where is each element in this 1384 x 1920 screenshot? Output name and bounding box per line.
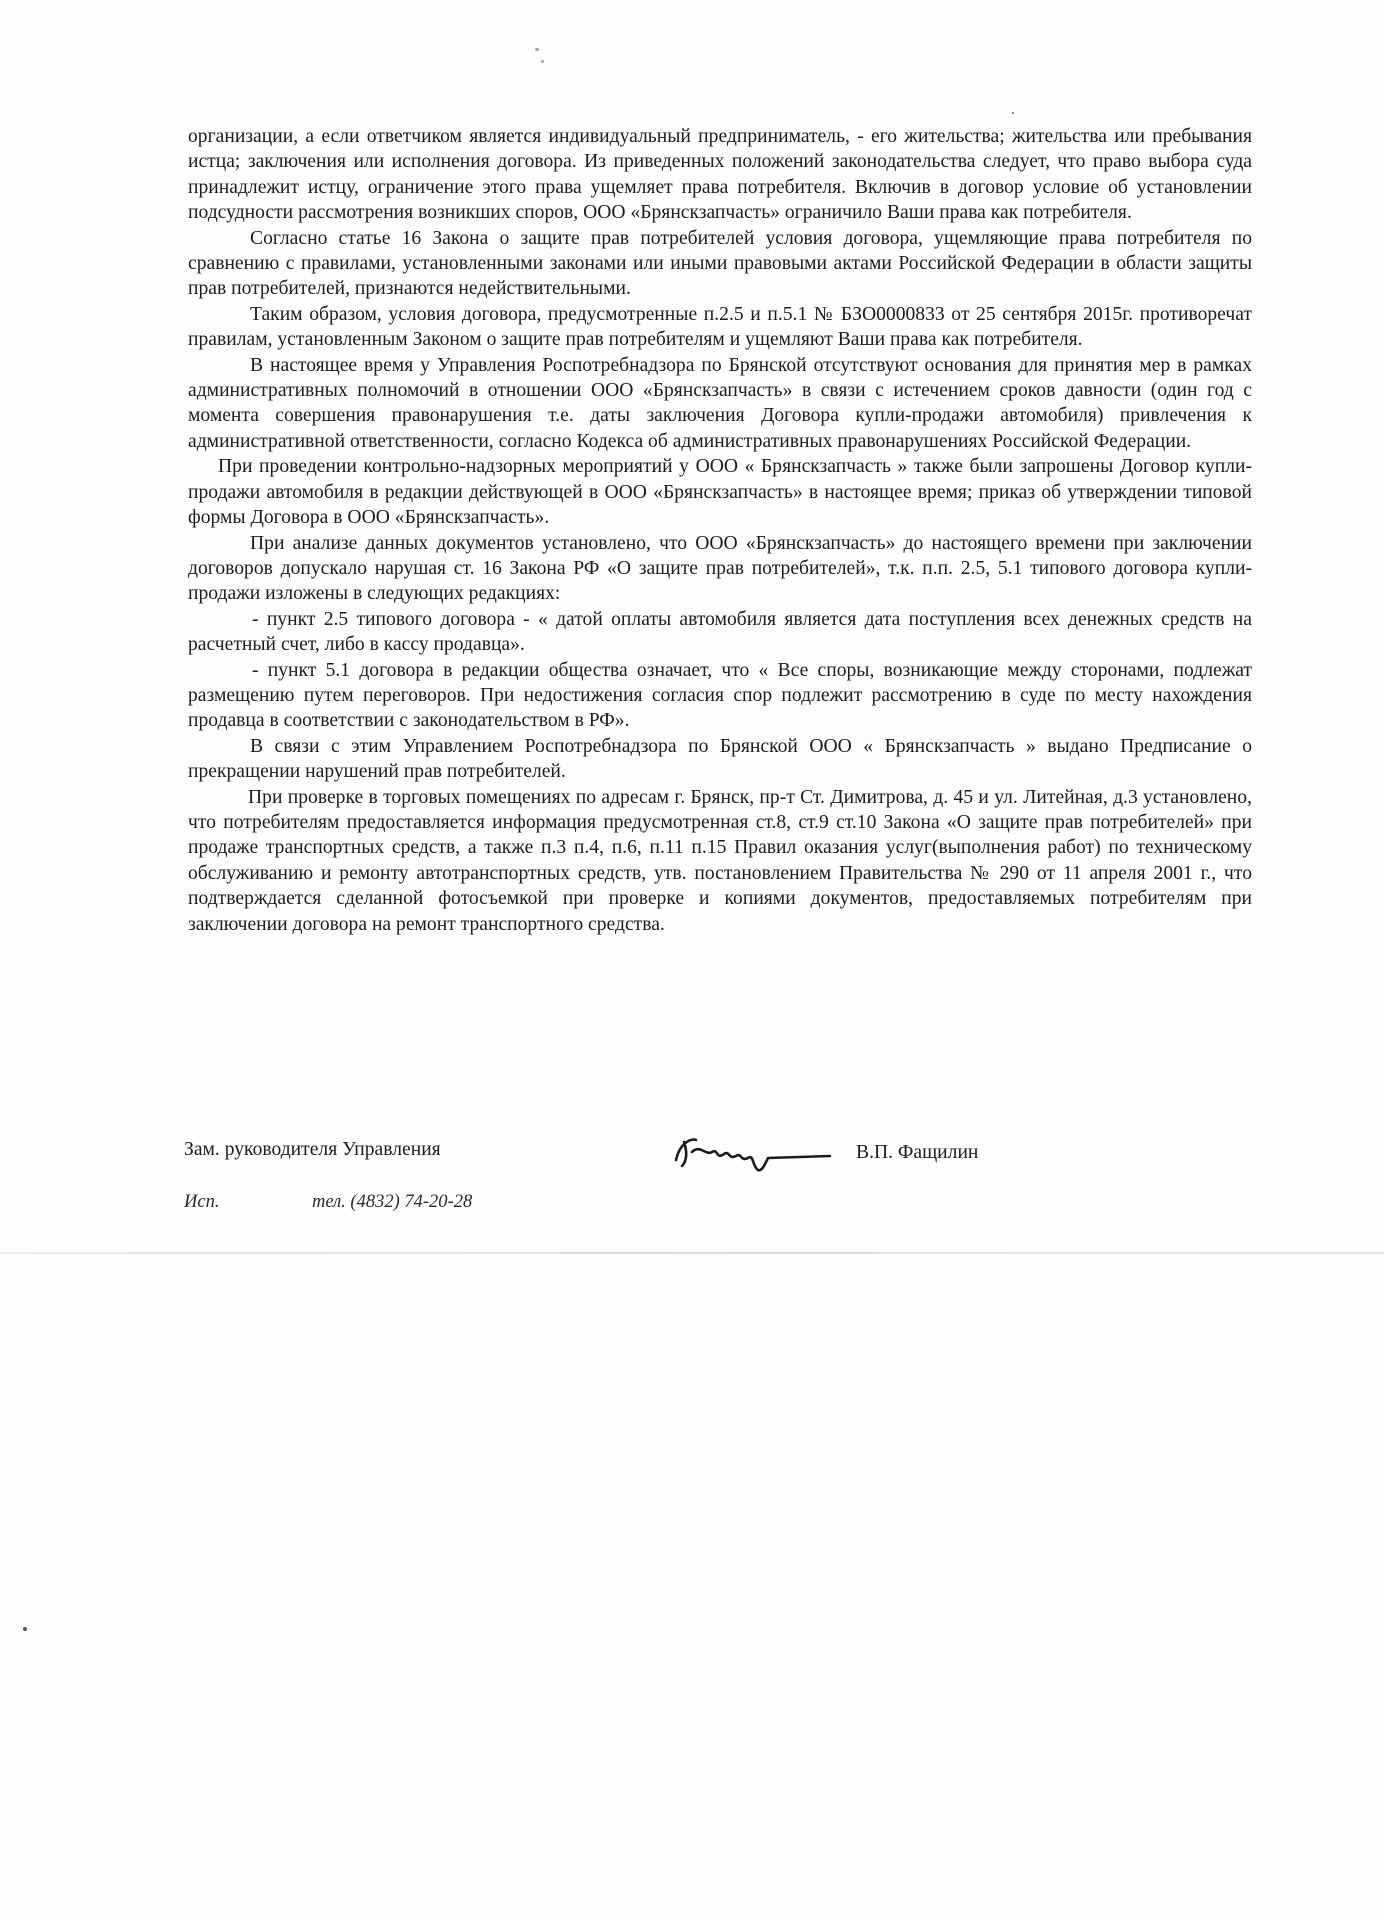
signer-position: Зам. руководителя Управления [184,1139,441,1160]
scan-speck [1012,112,1014,114]
signer-name: В.П. Фащилин [856,1142,979,1163]
paragraph: При проверке в торговых помещениях по адресам г. Брянск, пр-т Ст. Димитрова, д. 45 и ул. Литейная, д.3 установлено, что потребителям предоставляется информация предусмотренная ст.8, ст.9 ст.10 Закона «О защите прав потребителей» при продаже транспортных средств, а также п.3 п.4, п.6, п.11 п.15 Правил оказания услуг(выполнения работ) по техническому обслуживанию и ремонту автотранспортных средств, утв. постановлением Правительства № 290 от 11 апреля 2001 г., что подтверждается сделанной фотосъемкой при проверке и копиями документов, предоставляемых потребителям при заключении договора на ремонт транспортного средства. [188,786,1252,935]
list-item: - пункт 5.1 договора в редакции общества означает, что « Все споры, возникающие между сторонами, подлежат размещению путем переговоров. При недостижения согласия спор подлежит рассмотрению в суде по месту нахождения продавца в соответствии с законодательством в РФ». [188,659,1252,732]
scan-speck [535,48,539,51]
scan-speck [23,1627,27,1631]
paragraph: В связи с этим Управлением Роспотребнадзора по Брянской ООО « Брянскзапчасть » выдано Предписание о прекращении нарушений прав потребителей. [188,735,1252,783]
paragraph: При анализе данных документов установлено, что ООО «Брянскзапчасть» до настоящего времени при заключении договоров допускало нарушая ст. 16 Закона РФ «О защите прав потребителей», т.к. п.п. 2.5, 5.1 типового договора купли-продажи изложены в следующих редакциях: [188,532,1252,605]
paragraph: Таким образом, условия договора, предусмотренные п.2.5 и п.5.1 № БЗО0000833 от 25 сентября 2015г. противоречат правилам, установленным Законом о защите прав потребителям и ущемляют Ваши права как потребителя. [188,303,1252,351]
list-item: - пункт 2.5 типового договора - « датой оплаты автомобиля является дата поступления всех денежных средств на расчетный счет, либо в кассу продавца». [188,608,1252,656]
executor-label: Исп. [184,1192,220,1212]
paragraph: Согласно статье 16 Закона о защите прав потребителей условия договора, ущемляющие права потребителя по сравнению с правилами, установленными законами или иными правовыми актами Российской Федерации в области защиты прав потребителей, признаются недействительными. [188,227,1252,300]
paragraph: При проведении контрольно-надзорных мероприятий у ООО « Брянскзапчасть » также были запрошены Договор купли-продажи автомобиля в редакции действующей в ООО «Брянскзапчасть» в настоящее время; приказ об утверждении типовой формы Договора в ООО «Брянскзапчасть». [188,456,1252,529]
executor-phone: тел. (4832) 74-20-28 [312,1192,473,1212]
paper-fold-line [0,1252,1384,1254]
letter-body [188,124,1252,937]
paragraph: организации, а если ответчиком является индивидуальный предприниматель, - его жительства; жительства или пребывания истца; заключения или исполнения договора. Из приведенных положений законодательства следует, что право выбора суда принадлежит истцу, ограничение этого права ущемляет права потребителя. Включив в договор условие об установлении подсудности рассмотрения возникших споров, ООО «Брянскзапчасть» ограничило Ваши права как потребителя. [188,126,1252,224]
handwritten-signature [670,1130,835,1172]
paragraph: В настоящее время у Управления Роспотребнадзора по Брянской отсутствуют основания для принятия мер в рамках административных полномочий в отношении ООО «Брянскзапчасть» в связи с истечением сроков давности (один год с момента совершения правонарушения т.е. даты заключения Договора купли-продажи автомобиля) привлечения к административной ответственности, согласно Кодекса об административных правонарушениях Российской Федерации. [188,354,1252,452]
scan-speck [541,60,544,63]
